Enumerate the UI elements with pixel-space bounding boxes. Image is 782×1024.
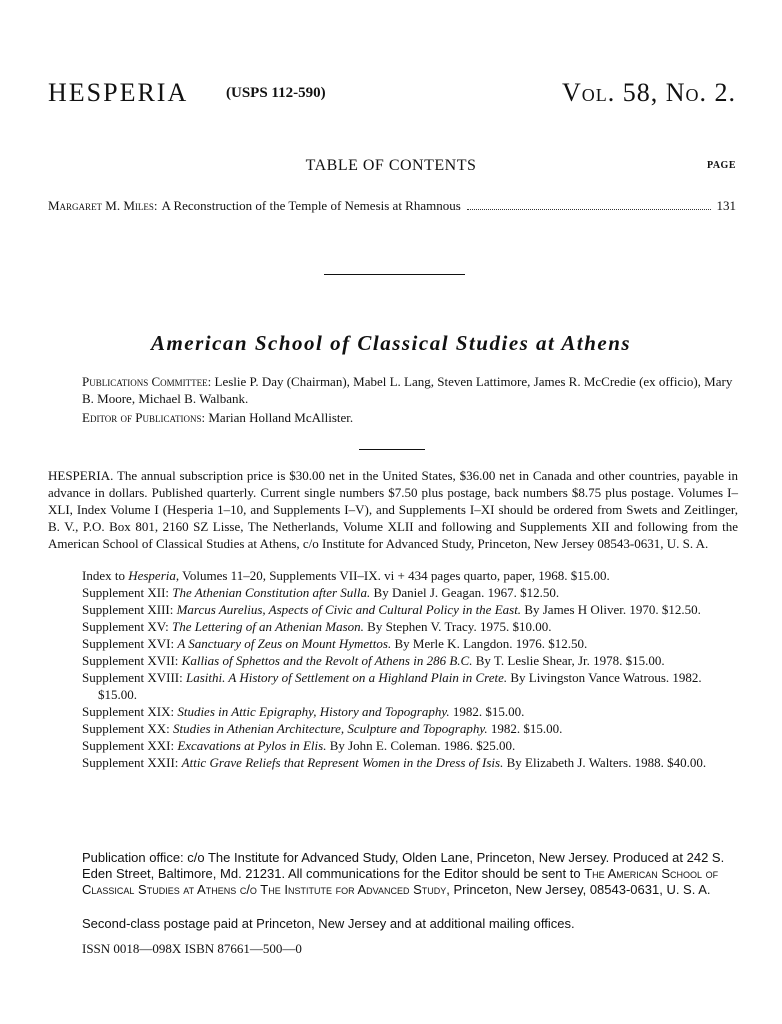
list-item: Supplement XVI: A Sanctuary of Zeus on Mount Hymettos. By Merle K. Langdon. 1976. $12.50.: [82, 636, 588, 651]
toc-dot-leader: [467, 209, 711, 210]
list-item: Supplement XXI: Excavations at Pylos in Elis. By John E. Coleman. 1986. $25.00.: [82, 738, 516, 753]
list-item: Supplement XIX: Studies in Attic Epigraphy, History and Topography. 1982. $15.00.: [82, 704, 525, 719]
toc-entry[interactable]: [48, 198, 736, 214]
list-item: Supplement XXII: Attic Grave Reliefs that Represent Women in the Dress of Isis. By Elizabeth J. Walters. 1988. $40.00.: [82, 755, 707, 770]
committee-label: Publications Committee:: [82, 374, 212, 389]
usps-number: (USPS 112-590): [226, 85, 326, 101]
subscription-info: HESPERIA. The annual subscription price is $30.00 net in the United States, $36.00 net in Canada and other countries, payable in advance in dollars. Published quarterly. Current single numbers $7.50 plus postage, back numbers $8.75 plus postage. Volumes I–XLI, Index Volume I (Hesperia 1–10, and Supplements I–V), and Supplements I–XI should be ordered from Swets and Zeitlinger, B. V., P.O. Box 801, 2160 SZ Lisse, The Netherlands, Volume XLII and following and Supplements XII and following from the American School of Classical Studies at Athens, c/o Institute for Advanced Study, Princeton, New Jersey 08543-0631, U. S. A.: [48, 468, 738, 551]
publications-committee: [82, 373, 736, 407]
editor-of-publications: [82, 410, 353, 426]
supplements-list: [82, 567, 738, 771]
editor-name: Marian Holland McAllister.: [208, 410, 354, 425]
list-item: Supplement XV: The Lettering of an Athenian Mason. By Stephen V. Tracy. 1975. $10.00.: [82, 619, 552, 634]
committee-members: Leslie P. Day (Chairman), Mabel L. Lang, Steven Lattimore, James R. McCredie (ex officio), Mary B. Moore, Michael B. Walbank.: [82, 374, 733, 406]
toc-page-label: PAGE: [706, 160, 736, 171]
editor-label: Editor of Publications:: [82, 410, 206, 425]
publication-office: [82, 850, 738, 898]
list-item: Supplement XVIII: Lasithi. A History of Settlement on a Highland Plain in Crete. By Livingston Vance Watrous. 1982. $15.00.: [82, 670, 702, 702]
list-item: Supplement XX: Studies in Athenian Architecture, Sculpture and Topography. 1982. $15.00.: [82, 721, 563, 736]
list-item: Supplement XII: The Athenian Constitution after Sulla. By Daniel J. Geagan. 1967. $12.50.: [82, 585, 560, 600]
section-divider: [324, 274, 465, 275]
publication-office-address: The American School of Classical Studies at Athens c/o The Institute for Advanced Study,: [82, 866, 719, 897]
school-name-heading: American School of Classical Studies at Athens: [150, 331, 632, 355]
list-item: Index to Hesperia, Volumes 11–20, Supplements VII–IX. vi + 434 pages quarto, paper, 1968. $15.00.: [82, 568, 610, 583]
issn-isbn: ISSN 0018—098X ISBN 87661—500—0: [82, 941, 302, 956]
publication-office-city: Princeton, New Jersey, 08543-0631, U. S. A.: [453, 882, 711, 897]
volume-number: Vol. 58, No. 2.: [561, 78, 736, 107]
publication-office-text: Publication office: c/o The Institute for Advanced Study, Olden Lane, Princeton, New Jersey. Produced at 242 S. Eden Street, Baltimore, Md. 21231. All communications for the Editor should be sent to: [82, 850, 725, 881]
toc-entry-page: 131: [716, 198, 736, 213]
list-item: Supplement XVII: Kallias of Sphettos and the Revolt of Athens in 286 B.C. By T. Leslie Shear, Jr. 1978. $15.00.: [82, 653, 665, 668]
toc-heading: TABLE OF CONTENTS: [305, 157, 477, 174]
list-item: Supplement XIII: Marcus Aurelius, Aspects of Civic and Cultural Policy in the East. By James H Oliver. 1970. $12.50.: [82, 602, 701, 617]
journal-title: HESPERIA: [48, 78, 189, 107]
toc-entry-title: A Reconstruction of the Temple of Nemesis at Rhamnous: [161, 198, 461, 213]
second-class-postage: Second-class postage paid at Princeton, New Jersey and at additional mailing offices.: [82, 916, 575, 931]
section-divider-short: [359, 449, 425, 450]
toc-entry-author: Margaret M. Miles:: [48, 198, 158, 213]
